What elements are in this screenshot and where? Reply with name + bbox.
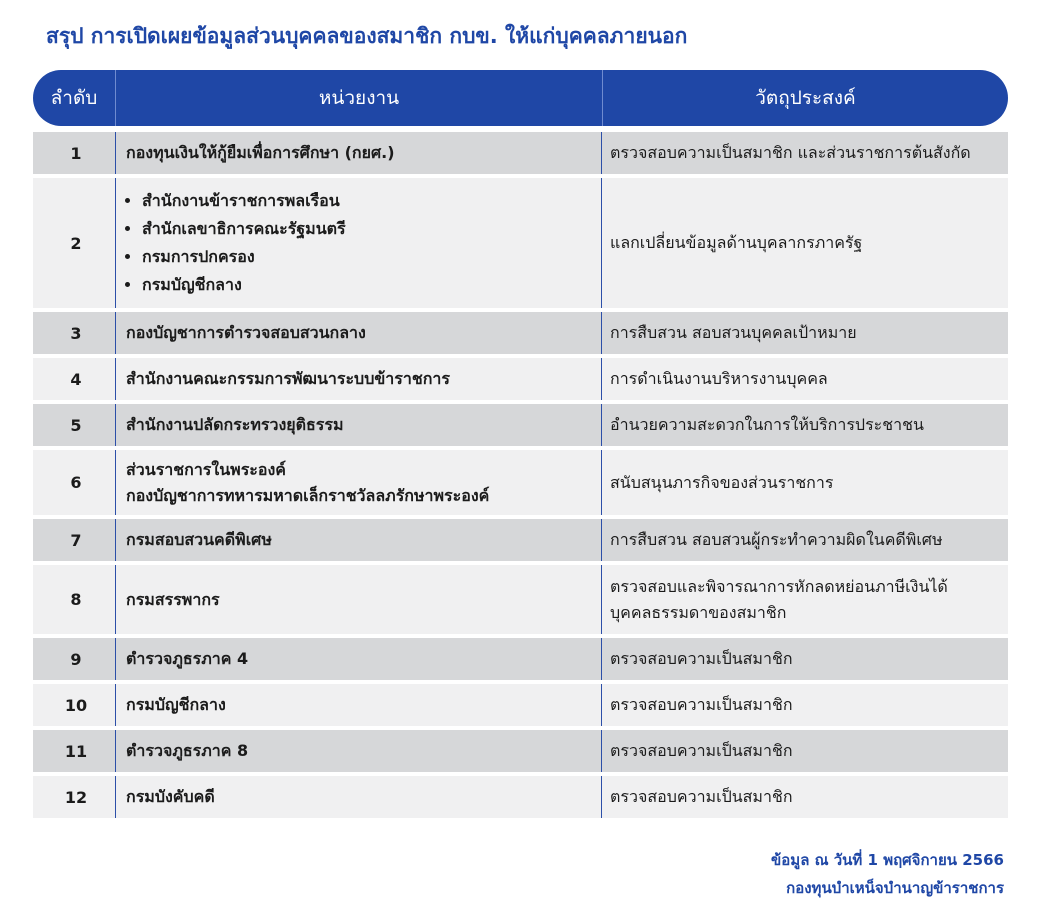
table-row xyxy=(33,132,1008,174)
objective-line: ตรวจสอบความเป็นสมาชิก xyxy=(610,649,793,668)
header-num: ลำดับ xyxy=(50,87,98,109)
table-row xyxy=(33,638,1008,680)
row-number: 5 xyxy=(70,415,82,435)
row-objective xyxy=(601,519,1008,561)
row-number: 12 xyxy=(64,787,88,807)
row-objective xyxy=(601,358,1008,400)
unit-line: สำนักงานคณะกรรมการพัฒนาระบบข้าราชการ xyxy=(126,369,450,388)
row-unit xyxy=(115,404,601,446)
row-unit xyxy=(115,132,601,174)
header-objective: วัตถุประสงค์ xyxy=(602,70,1008,126)
table-row xyxy=(33,358,1008,400)
row-objective xyxy=(601,684,1008,726)
row-unit xyxy=(115,519,601,561)
table-row xyxy=(33,312,1008,354)
objective-line: บุคคลธรรมดาของสมาชิก xyxy=(610,602,787,622)
objective-line: การสืบสวน สอบสวนบุคคลเป้าหมาย xyxy=(610,323,857,342)
table-row xyxy=(33,519,1008,561)
footer xyxy=(771,846,1004,902)
row-unit xyxy=(115,730,601,772)
row-number: 6 xyxy=(70,473,82,492)
unit-bullet-item: • สำนักงานข้าราชการพลเรือน xyxy=(142,187,591,215)
footer-source: กองทุนบำเหน็จบำนาญข้าราชการ xyxy=(786,879,1004,897)
row-number: 9 xyxy=(70,649,82,669)
table-header xyxy=(33,70,1008,126)
row-unit xyxy=(115,312,601,354)
objective-line: ตรวจสอบความเป็นสมาชิก xyxy=(610,695,793,714)
objective-line: ตรวจสอบความเป็นสมาชิก xyxy=(610,741,793,760)
unit-line: กรมบังคับคดี xyxy=(126,787,215,806)
row-objective xyxy=(601,450,1008,515)
table-row xyxy=(33,684,1008,726)
row-objective xyxy=(601,312,1008,354)
unit-line: กองบัญชาการทหารมหาดเล็กราชวัลลภรักษาพระองค์ xyxy=(126,485,490,505)
unit-line: สำนักงานปลัดกระทรวงยุติธรรม xyxy=(126,415,344,434)
table-row xyxy=(33,178,1008,308)
objective-line: ตรวจสอบและพิจารณาการหักลดหย่อนภาษีเงินได้ xyxy=(610,576,948,596)
table-row xyxy=(33,565,1008,634)
row-unit xyxy=(115,684,601,726)
unit-line: กรมสรรพากร xyxy=(126,589,220,609)
objective-line: แลกเปลี่ยนข้อมูลด้านบุคลากรภาครัฐ xyxy=(610,233,863,252)
header-unit: หน่วยงาน xyxy=(115,70,602,126)
row-objective xyxy=(601,404,1008,446)
objective-line: ตรวจสอบความเป็นสมาชิก และส่วนราชการต้นสังกัด xyxy=(610,143,971,162)
table-row xyxy=(33,730,1008,772)
row-objective xyxy=(601,638,1008,680)
row-unit xyxy=(115,638,601,680)
unit-line: ตำรวจภูธรภาค 4 xyxy=(126,649,249,668)
unit-bullet-list xyxy=(126,187,591,299)
row-number: 7 xyxy=(70,530,82,550)
unit-line: กองบัญชาการตำรวจสอบสวนกลาง xyxy=(126,323,366,342)
unit-bullet-item: • สำนักเลขาธิการคณะรัฐมนตรี xyxy=(142,215,591,243)
objective-line: ตรวจสอบความเป็นสมาชิก xyxy=(610,787,793,806)
row-number: 2 xyxy=(70,233,82,253)
table-body xyxy=(33,132,1008,818)
row-unit xyxy=(115,565,601,634)
row-number: 10 xyxy=(64,695,88,715)
unit-line: กรมสอบสวนคดีพิเศษ xyxy=(126,530,272,549)
unit-line: กรมบัญชีกลาง xyxy=(126,695,226,714)
row-number: 3 xyxy=(70,323,82,343)
table-row xyxy=(33,776,1008,818)
row-unit xyxy=(115,776,601,818)
row-objective xyxy=(601,178,1008,308)
row-unit xyxy=(115,358,601,400)
objective-line: สนับสนุนภารกิจของส่วนราชการ xyxy=(610,472,834,492)
unit-line: ส่วนราชการในพระองค์ xyxy=(126,459,286,479)
table-row xyxy=(33,404,1008,446)
row-number: 8 xyxy=(70,590,82,609)
row-objective xyxy=(601,132,1008,174)
unit-bullet-item: • กรมการปกครอง xyxy=(142,243,591,271)
disclosure-table xyxy=(33,70,1008,822)
objective-line: การดำเนินงานบริหารงานบุคคล xyxy=(610,369,828,388)
unit-bullet-item: • กรมบัญชีกลาง xyxy=(142,271,591,299)
row-number: 4 xyxy=(70,369,82,389)
page-title: สรุป การเปิดเผยข้อมูลส่วนบุคคลของสมาชิก กบข. ให้แก่บุคคลภายนอก xyxy=(46,24,688,48)
unit-line: ตำรวจภูธรภาค 8 xyxy=(126,741,249,760)
objective-line: การสืบสวน สอบสวนผู้กระทำความผิดในคดีพิเศษ xyxy=(610,530,943,549)
row-objective xyxy=(601,565,1008,634)
row-unit xyxy=(115,450,601,515)
row-objective xyxy=(601,776,1008,818)
objective-line: อำนวยความสะดวกในการให้บริการประชาชน xyxy=(610,415,924,434)
footer-date-note: ข้อมูล ณ วันที่ 1 พฤศจิกายน 2566 xyxy=(771,851,1004,869)
row-objective xyxy=(601,730,1008,772)
row-number: 1 xyxy=(70,143,82,163)
row-unit xyxy=(115,178,601,308)
table-row xyxy=(33,450,1008,515)
unit-line: กองทุนเงินให้กู้ยืมเพื่อการศึกษา (กยศ.) xyxy=(126,143,395,162)
row-number: 11 xyxy=(64,741,88,761)
